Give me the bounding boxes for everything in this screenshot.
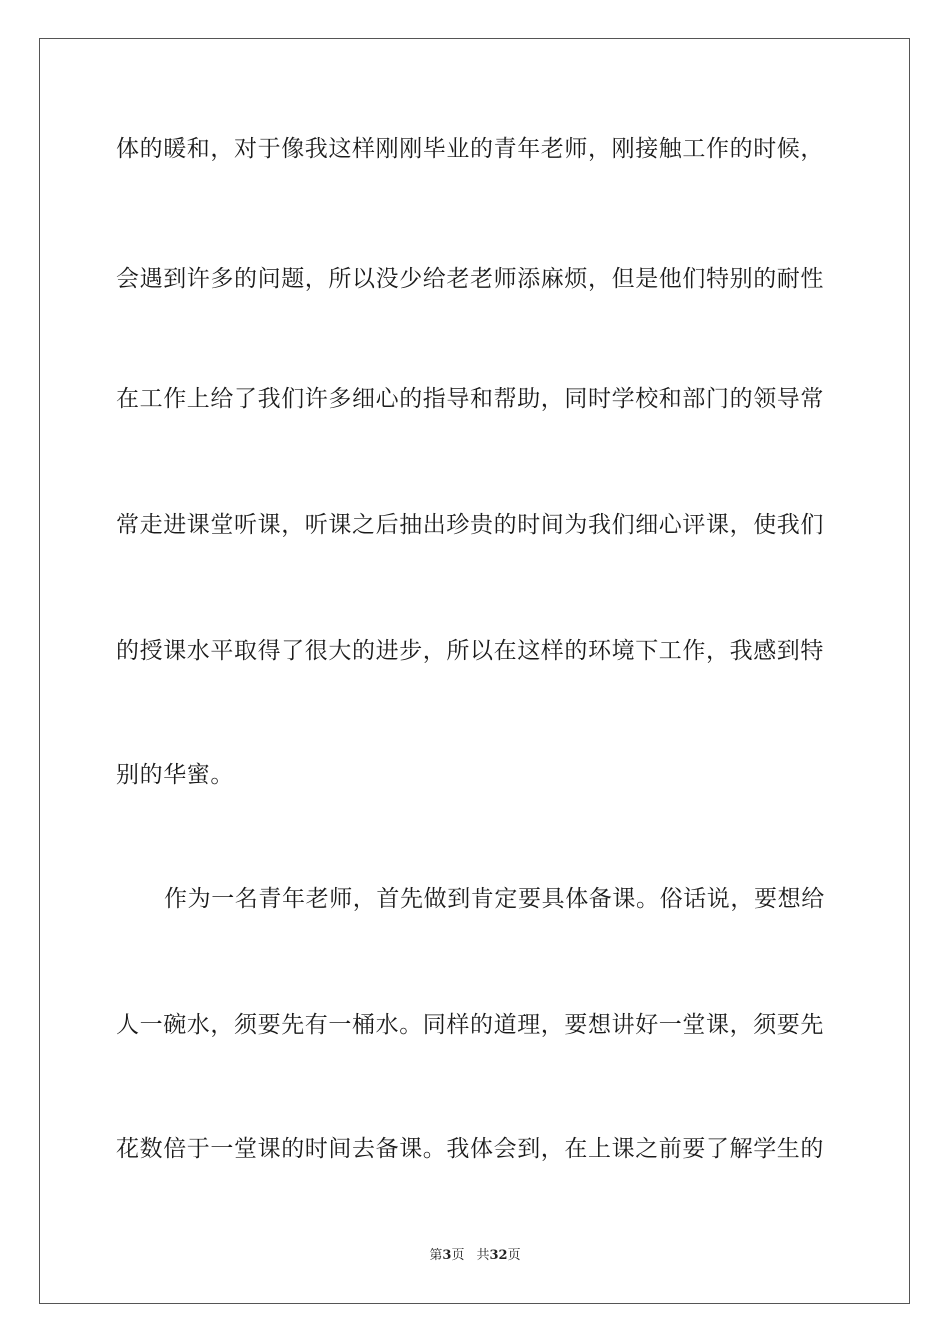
total-suffix: 页 [507,1248,521,1263]
body-line-4: 常走进课堂听课，听课之后抽出珍贵的时间为我们细心评课，使我们 [116,512,824,538]
body-line-2: 会遇到许多的问题，所以没少给老老师添麻烦，但是他们特别的耐性 [116,266,824,292]
page-suffix: 页 [451,1248,465,1263]
body-line-7-paragraph-start: 作为一名青年老师，首先做到肯定要具体备课。俗话说，要想给 [164,886,825,912]
page-frame [39,38,910,1304]
total-prefix: 共 [476,1248,490,1263]
body-line-5: 的授课水平取得了很大的进步，所以在这样的环境下工作，我感到特 [116,638,824,664]
total-pages: 32 [489,1248,508,1263]
body-line-1: 体的暖和，对于像我这样刚刚毕业的青年老师，刚接触工作的时候， [116,136,824,162]
page-prefix: 第 [429,1248,443,1263]
body-line-8: 人一碗水，须要先有一桶水。同样的道理，要想讲好一堂课，须要先 [116,1012,824,1038]
body-line-6: 别的华蜜。 [116,762,234,788]
body-line-3: 在工作上给了我们许多细心的指导和帮助，同时学校和部门的领导常 [116,386,824,412]
page-footer [0,1247,950,1265]
body-line-9: 花数倍于一堂课的时间去备课。我体会到，在上课之前要了解学生的 [116,1136,824,1162]
page-number: 3 [442,1248,452,1263]
